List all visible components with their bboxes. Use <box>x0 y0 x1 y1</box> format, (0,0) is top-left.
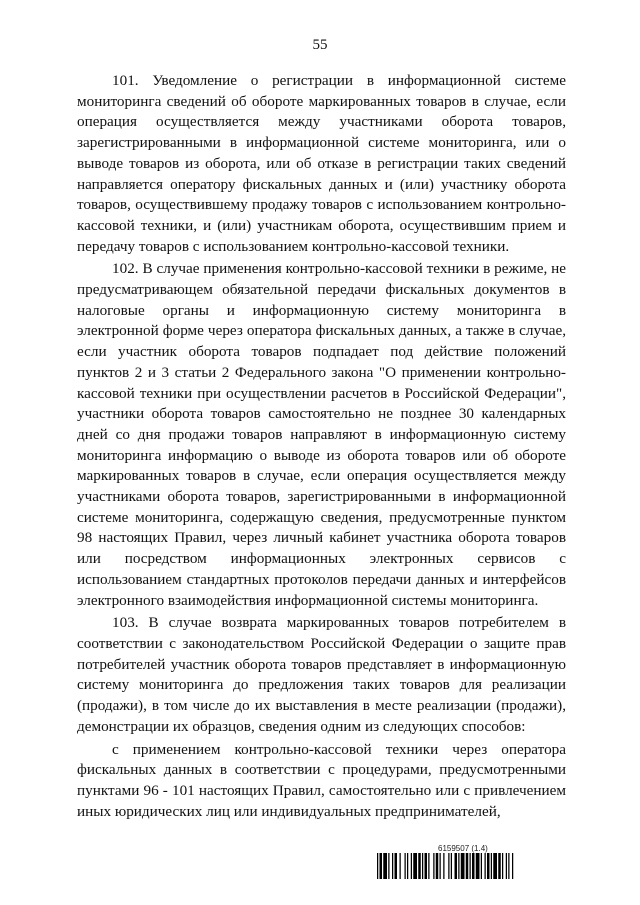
paragraph-102: 102. В случае применения контрольно-кассовой техники в режиме, не предусматривающем обязательной передачи фискальных документов в налоговые органы и информационную систему мониторинга в электронной форме через оператора фискальных данных, а также в случае, если участник оборота товаров подпадает под действие положений пунктов 2 и 3 статьи 2 Федерального закона "О применении контрольно-кассовой техники при осуществлении расчетов в Российской Федерации", участники оборота товаров самостоятельно не позднее 30 календарных дней со дня продажи товаров направляют в информационную систему мониторинга информацию о выводе из оборота товаров или об обороте маркированных товаров в случае, если операция осуществляется между участниками оборота товаров, зарегистрированными в информационной системе мониторинга, содержащую сведения, предусмотренные пунктом 98 настоящих Правил, через личный кабинет участника оборота товаров или посредством информационных электронных сервисов с использованием стандартных протоколов передачи данных и интерфейсов электронного взаимодействия информационной системы мониторинга. <box>77 260 566 609</box>
document-code: 6159507 (1.4) <box>438 844 488 853</box>
document-body <box>77 71 566 824</box>
paragraph-101: 101. Уведомление о регистрации в информационной системе мониторинга сведений об обороте маркированных товаров в случае, если операция осуществляется между участниками оборота товаров, зарегистрированными в информационной системе мониторинга, или о выводе товаров из оборота, или об отказе в регистрации таких сведений направляется оператору фискальных данных и (или) участнику оборота товаров, осуществившему продажу товаров с использованием контрольно-кассовой техники, и (или) участникам оборота, осуществившим прием и передачу товаров с использованием контрольно-кассовой техники. <box>77 72 566 255</box>
barcode-icon <box>377 853 567 879</box>
paragraph-103-method-1: с применением контрольно-кассовой техники через оператора фискальных данных в соответствии с процедурами, предусмотренными пунктами 96 - 101 настоящих Правил, самостоятельно или с привлечением иных юридических лиц или индивидуальных предпринимателей, <box>77 740 566 820</box>
page-number: 55 <box>312 37 328 53</box>
paragraph-103: 103. В случае возврата маркированных товаров потребителем в соответствии с законодательством Российской Федерации о защите прав потребителей участник оборота товаров представляет в информационную систему мониторинга до предложения таких товаров для реализации (продажи), в том числе до их выставления в месте реализации (продажи), демонстрации их образцов, сведения одним из следующих способов: <box>77 614 566 735</box>
